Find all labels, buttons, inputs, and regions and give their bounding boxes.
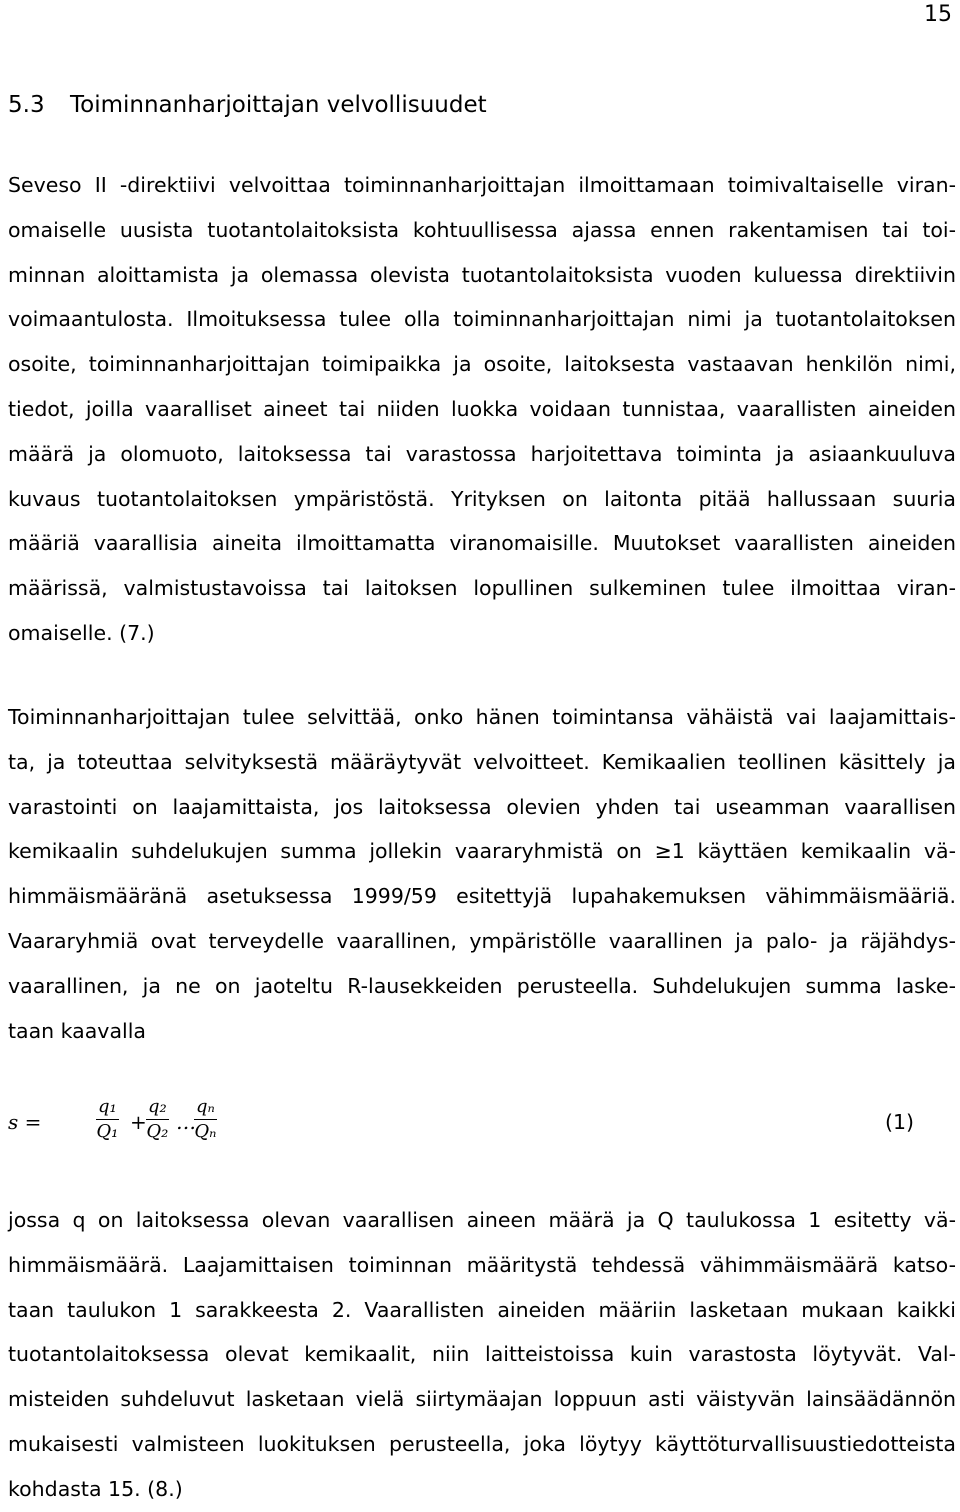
text-line: voimaantulosta. Ilmoituksessa tulee olla toiminnanharjoittajan nimi ja tuotantolaitoksen <box>8 307 956 332</box>
paragraph-large-scale-operation <box>8 695 956 1053</box>
denominator: Qₙ <box>194 1121 217 1142</box>
text-line: kohdasta 15. (8.) <box>8 1476 183 1501</box>
fraction-q1-Q1 <box>96 1096 119 1144</box>
text-line: Vaararyhmiä ovat terveydelle vaarallinen, ympäristölle vaarallinen ja palo- ja räjähdys- <box>8 928 956 953</box>
numerator: qₙ <box>194 1096 217 1120</box>
denominator: Q₂ <box>146 1121 169 1142</box>
fraction-q2-Q2 <box>146 1096 169 1144</box>
text-line: kuvaus tuotantolaitoksen ympäristöstä. Yrityksen on laitonta pitää hallussaan suuria <box>8 486 956 511</box>
formula-lhs: s = <box>8 1110 42 1134</box>
text-line: määrissä, valmistustavoissa tai laitoksen lopullinen sulkeminen tulee ilmoittaa viran- <box>8 576 956 601</box>
section-number: 5.3 <box>8 92 45 118</box>
text-line: himmäismääränä asetuksessa 1999/59 esitettyjä lupahakemuksen vähimmäismääriä. <box>8 884 956 909</box>
text-line: Toiminnanharjoittajan tulee selvittää, onko hänen toimintansa vähäistä vai laajamittais- <box>8 705 956 729</box>
text-line: varastointi on laajamittaista, jos laitoksessa olevien yhden tai useamman vaarallisen <box>8 794 956 819</box>
plus-sign: + <box>130 1110 147 1134</box>
section-heading <box>8 90 487 120</box>
text-line: osoite, toiminnanharjoittajan toimipaikka ja osoite, laitoksesta vastaavan henkilön nimi, <box>8 352 956 377</box>
equation-number: (1) <box>884 1110 914 1134</box>
numerator: q₁ <box>96 1096 119 1120</box>
paragraph-variable-definitions <box>8 1198 956 1512</box>
equation-1 <box>8 1092 956 1158</box>
text-line: kemikaalin suhdelukujen summa jollekin vaararyhmistä on ≥1 käyttäen kemikaalin vä- <box>8 839 956 864</box>
text-line: vaarallinen, ja ne on jaoteltu R-lausekkeiden perusteella. Suhdelukujen summa laske- <box>8 973 956 998</box>
text-line: määriä vaarallisia aineita ilmoittamatta viranomaisille. Muutokset vaarallisten aineiden <box>8 531 956 556</box>
text-line: misteiden suhdeluvut lasketaan vielä siirtymäajan loppuun asti väistyvän lainsäädännön <box>8 1387 956 1412</box>
page-number: 15 <box>924 2 952 27</box>
text-line: minnan aloittamista ja olemassa olevista tuotantolaitoksista vuoden kuluessa direktiivin <box>8 262 956 287</box>
ellipsis: … <box>176 1110 196 1134</box>
numerator: q₂ <box>146 1096 169 1120</box>
text-line: määrä ja olomuoto, laitoksessa tai varastossa harjoitettava toiminta ja asiaankuuluva <box>8 441 956 466</box>
text-line: jossa q on laitoksessa olevan vaarallisen aineen määrä ja Q taulukossa 1 esitetty vä- <box>8 1208 956 1232</box>
denominator: Q₁ <box>96 1121 119 1142</box>
section-title: Toiminnanharjoittajan velvollisuudet <box>70 92 487 118</box>
text-line: taan taulukon 1 sarakkeesta 2. Vaarallisten aineiden määriin lasketaan mukaan kaikki <box>8 1297 956 1322</box>
text-line: taan kaavalla <box>8 1018 146 1043</box>
text-line: Seveso II -direktiivi velvoittaa toiminnanharjoittajan ilmoittamaan toimivaltaiselle viran- <box>8 173 956 197</box>
text-line: tiedot, joilla vaaralliset aineet tai niiden luokka voidaan tunnistaa, vaarallisten aineiden <box>8 396 956 421</box>
text-line: himmäismäärä. Laajamittaisen toiminnan määritystä tehdessä vähimmäismäärä katso- <box>8 1252 956 1277</box>
text-line: omaiselle. (7.) <box>8 620 155 645</box>
paragraph-notification-duty <box>8 163 956 656</box>
text-line: ta, ja toteuttaa selvityksestä määräytyvät velvoitteet. Kemikaalien teollinen käsittely ja <box>8 749 956 774</box>
text-line: omaiselle uusista tuotantolaitoksista kohtuullisessa ajassa ennen rakentamisen tai toi- <box>8 217 956 242</box>
fraction-qn-Qn <box>194 1096 217 1144</box>
text-line: mukaisesti valmisteen luokituksen perusteella, joka löytyy käyttöturvallisuustiedotteista <box>8 1431 956 1456</box>
text-line: tuotantolaitoksessa olevat kemikaalit, niin laitteistoissa kuin varastosta löytyvät. Val- <box>8 1342 956 1367</box>
